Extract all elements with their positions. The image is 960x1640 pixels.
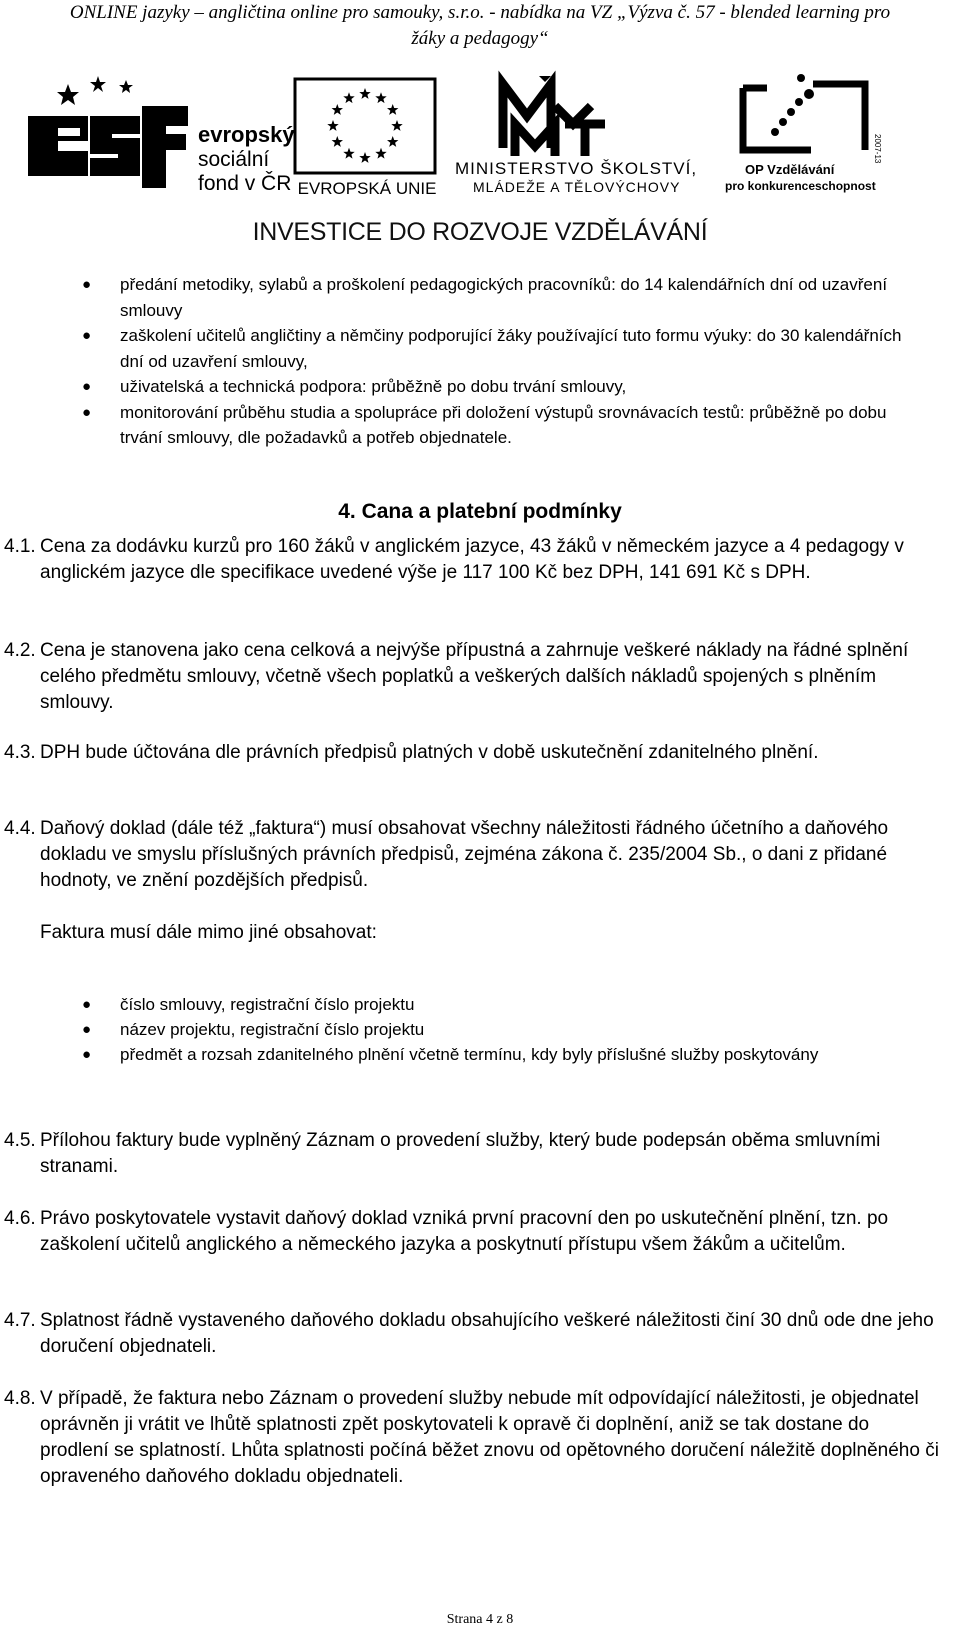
- clause-text: Přílohou faktury bude vyplněný Záznam o provedení služby, který bude podepsán oběma smluvními stranami.: [40, 1130, 881, 1177]
- bullet-icon: ●: [82, 276, 92, 293]
- bullet-icon: ●: [82, 327, 92, 344]
- clause-number: 4.3.: [4, 742, 36, 763]
- esf-mark: [28, 76, 188, 188]
- op-mark: [743, 74, 882, 164]
- clause-number: 4.5.: [4, 1130, 36, 1151]
- bullet-icon: ●: [82, 378, 92, 395]
- clause-4-8: [4, 1386, 940, 1490]
- esf-text-2: sociální: [198, 148, 270, 171]
- clause-text: Splatnost řádně vystaveného daňového dokladu obsahujícího veškeré náležitosti činí 30 dnů ode dne jeho doručení objednateli.: [40, 1310, 934, 1357]
- faktura-intro: Faktura musí dále mimo jiné obsahovat:: [40, 922, 377, 943]
- clause-text: Právo poskytovatele vystavit daňový doklad vzniká první pracovní den po uskutečnění plnění, tzn. po zaškolení učitelů anglického a německého jazyka a poskytnutí přístupu všem žákům a učitelům.: [40, 1208, 889, 1255]
- op-vzdelavani-logo: [725, 74, 900, 202]
- clause-number: 4.1.: [4, 536, 36, 557]
- clause-text: V případě, že faktura nebo Záznam o provedení služby nebude mít odpovídající náležitosti, je objednatel oprávněn ji vrátit ve lhůtě splatnosti zpět poskytovateli k opravě či doplnění, aniž se tak dostane do prodlení se splatností. Lhůta splatnosti počíná běžet znovu od opětovného doručení náležitě doplněného či opraveného daňového dokladu objednateli.: [40, 1388, 939, 1487]
- bullet-icon: ●: [82, 996, 92, 1013]
- clause-4-1: [4, 534, 940, 586]
- list-item: ● předání metodiky, sylabů a proškolení pedagogických pracovníků: do 14 kalendářních dní od uzavření smlouvy: [120, 272, 920, 323]
- clause-4-4: [4, 816, 940, 894]
- section-title: 4. Cana a platební podmínky: [338, 500, 622, 523]
- op-years: 2007-13: [873, 134, 882, 164]
- bullet-icon: ●: [82, 403, 92, 421]
- clause-4-3: [4, 740, 940, 766]
- page-number: Strana 4 z 8: [446, 1612, 514, 1627]
- list-item: ● uživatelská a technická podpora: průběžně po dobu trvání smlouvy,: [120, 374, 920, 400]
- clause-number: 4.8.: [4, 1388, 36, 1409]
- clause-number: 4.2.: [4, 640, 36, 661]
- clause-text: Cena za dodávku kurzů pro 160 žáků v anglickém jazyce, 43 žáků v německém jazyce a 4 pedagogy v anglickém jazyce dle specifikace uvedené výše je 117 100 Kč bez DPH, 141 691 Kč s DPH.: [40, 536, 904, 583]
- clause-4-7: [4, 1308, 940, 1360]
- investice-slogan: INVESTICE DO ROZVOJE VZDĚLÁVÁNÍ: [252, 218, 708, 246]
- clause-number: 4.7.: [4, 1310, 36, 1331]
- list-item: ● číslo smlouvy, registrační číslo projektu: [120, 992, 900, 1017]
- list-item: ● monitorování průběhu studia a spolupráce při doložení výstupů srovnávacích testů: průběžně po dobu trvání smlouvy, dle požadavků a potřeb objednatele.: [120, 400, 920, 451]
- clause-4-5: [4, 1128, 940, 1180]
- faktura-bullet-list: [82, 992, 900, 1067]
- esf-text-1: evropský: [198, 122, 295, 147]
- clause-4-6: [4, 1206, 940, 1258]
- bullet-icon: ●: [82, 1021, 92, 1038]
- eu-flag-logo: [292, 76, 442, 200]
- document-header-line-1: ONLINE jazyky – angličtina online pro samouky, s.r.o. - nabídka na VZ „Výzva č. 57 - blended learning pro: [69, 2, 891, 23]
- msmt-logo: [455, 76, 715, 200]
- op-text-1: OP Vzdělávání: [745, 162, 835, 177]
- clause-number: 4.6.: [4, 1208, 36, 1229]
- document-header-line-2: žáky a pedagogy“: [411, 28, 549, 49]
- list-item: ● název projektu, registrační číslo projektu: [120, 1017, 900, 1042]
- msmt-mark: [503, 76, 605, 156]
- eu-caption: EVROPSKÁ UNIE: [297, 179, 437, 198]
- clause-text: Daňový doklad (dále též „faktura“) musí obsahovat všechny náležitosti řádného účetního a daňového dokladu ve smyslu příslušných právních předpisů, zejména zákona č. 235/2004 Sb., o dani z přidané hodnoty, ve znění pozdějších předpisů.: [40, 818, 889, 891]
- list-item: ● předmět a rozsah zdanitelného plnění včetně termínu, kdy byly příslušné služby poskytovány: [120, 1042, 900, 1067]
- clause-text: Cena je stanovena jako cena celková a nejvýše přípustná a zahrnuje veškeré náklady na řádné splnění celého předmětu smlouvy, včetně všech poplatků a veškerých dalších nákladů spojených s plněním smlouvy.: [40, 640, 909, 713]
- top-bullet-list: [82, 272, 920, 451]
- op-text-2: pro konkurenceschopnost: [725, 179, 876, 193]
- msmt-text-2: MLÁDEŽE A TĚLOVÝCHOVY: [473, 179, 681, 195]
- list-item: ● zaškolení učitelů angličtiny a němčiny podporující žáky používající tuto formu výuky: do 30 kalendářních dní od uzavření smlouvy,: [120, 323, 920, 374]
- bullet-icon: ●: [82, 1046, 92, 1063]
- esf-logo: [28, 76, 295, 196]
- msmt-text-1: MINISTERSTVO ŠKOLSTVÍ,: [455, 159, 698, 178]
- clause-text: DPH bude účtována dle právních předpisů platných v době uskutečnění zdanitelného plnění.: [40, 742, 819, 763]
- clause-4-2: [4, 638, 940, 716]
- clause-number: 4.4.: [4, 818, 36, 839]
- esf-text-3: fond v ČR: [198, 172, 292, 195]
